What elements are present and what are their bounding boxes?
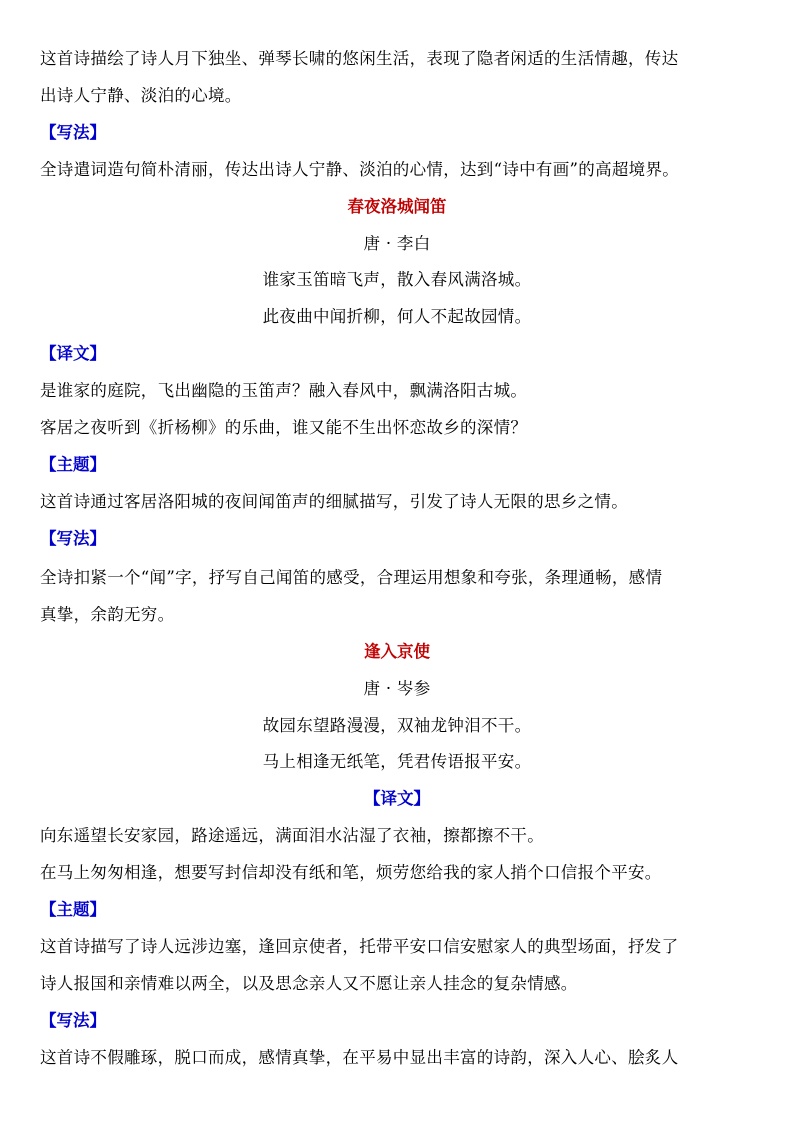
poem2-verse-1: 故园东望路漫漫，双袖龙钟泪不干。: [262, 716, 532, 735]
intro-line-1: 这首诗描绘了诗人月下独坐、弹琴长啸的悠闲生活，表现了隐者闲适的生活情趣，传达: [40, 49, 679, 68]
intro-method-line-1: 全诗遣词造句简朴清丽，传达出诗人宁静、淡泊的心情，达到“诗中有画”的高超境界。: [40, 160, 680, 179]
poem1-theme-line-1: 这首诗通过客居洛阳城的夜间闻笛声的细腻描写，引发了诗人无限的思乡之情。: [40, 492, 628, 511]
poem2-translation-line-1: 向东遥望长安家园，路途遥远，满面泪水沾湿了衣袖，擦都擦不干。: [40, 826, 544, 845]
poem2-author: 唐 · 岑参: [363, 679, 431, 698]
poem1-author: 唐 · 李白: [363, 234, 431, 253]
poem1-theme-heading: 【主题】: [40, 455, 106, 474]
poem2-title: 逢入京使: [364, 642, 430, 661]
poem2-theme-heading: 【主题】: [40, 900, 106, 919]
intro-method-heading: 【写法】: [40, 123, 106, 142]
poem1-method-heading: 【写法】: [40, 529, 106, 548]
poem1-translation-line-1: 是谁家的庭院，飞出幽隐的玉笛声？融入春风中，飘满洛阳古城。: [40, 381, 528, 400]
poem1-translation-line-2: 客居之夜听到《折杨柳》的乐曲，谁又能不生出怀恋故乡的深情？: [40, 418, 528, 437]
poem1-method-line-2: 真挚，余韵无穷。: [40, 605, 175, 624]
poem2-method-heading: 【写法】: [40, 1011, 106, 1030]
poem1-verse-2: 此夜曲中闻折柳，何人不起故园情。: [262, 307, 532, 326]
poem1-method-line-1: 全诗扣紧一个“闻”字，抒写自己闻笛的感受，合理运用想象和夸张，条理通畅，感情: [40, 568, 663, 587]
poem2-method-line-1: 这首诗不假雕琢，脱口而成，感情真挚，在平易中显出丰富的诗韵，深入人心、脍炙人: [40, 1048, 679, 1067]
poem2-verse-2: 马上相逢无纸笔，凭君传语报平安。: [262, 752, 532, 771]
poem2-theme-line-1: 这首诗描写了诗人远涉边塞，逢回京使者，托带平安口信安慰家人的典型场面，抒发了: [40, 937, 679, 956]
poem2-translation-heading: 【译文】: [364, 789, 430, 808]
poem2-translation-line-2: 在马上匆匆相逢，想要写封信却没有纸和笔，烦劳您给我的家人捎个口信报个平安。: [40, 863, 662, 882]
intro-line-2: 出诗人宁静、淡泊的心境。: [40, 86, 242, 105]
poem2-theme-line-2: 诗人报国和亲情难以两全，以及思念亲人又不愿让亲人挂念的复杂情感。: [40, 974, 578, 993]
poem1-verse-1: 谁家玉笛暗飞声，散入春风满洛城。: [262, 270, 532, 289]
poem1-title: 春夜洛城闻笛: [347, 197, 447, 216]
poem1-translation-heading: 【译文】: [40, 344, 106, 363]
